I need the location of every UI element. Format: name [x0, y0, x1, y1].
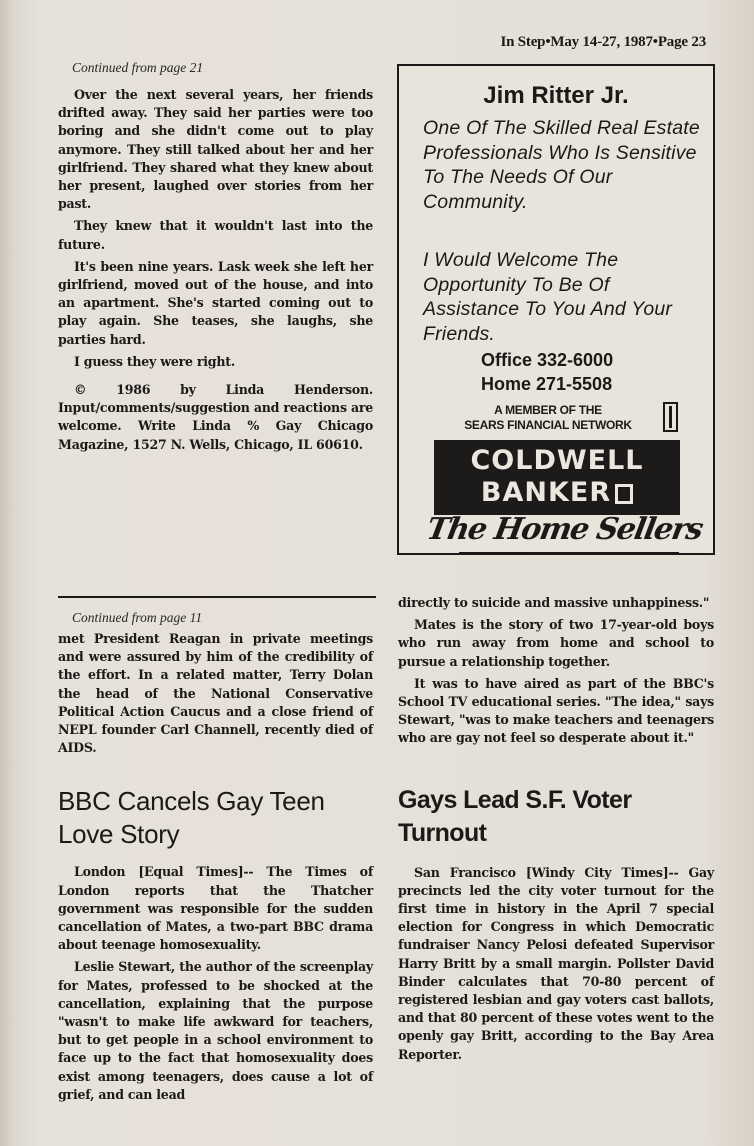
story4-paragraph: San Francisco [Windy City Times]-- Gay precincts led the city voter turnout for the first time in history in the April 7 special election for Congress in which Democratic fundraiser Nancy Pelosi defeated Supervisor Harry Britt by a small margin. Pollster David Binder calculates that 70-80 percent of registered lesbian and gay voters cast ballots, and that 80 percent of these votes went to the openly gay Britt, according to the Bay Area Reporter.: [398, 864, 714, 1062]
ad-agent-name: Jim Ritter Jr.: [483, 82, 629, 109]
ad-office-phone: Office 332-6000: [481, 350, 614, 370]
story3-paragraph: Leslie Stewart, the author of the screenplay for Mates, professed to be shocked at the cancellation, explaining that the purpose "wasn't to make life awkward for teachers, but to get people in a school environment to face up to the fact that homosexuality does exist among teenagers, does cause a lot of grief, and can lead: [58, 959, 373, 1102]
headline-sf-voters: Gays Lead S.F. Voter Turnout: [398, 785, 632, 847]
story3-paragraph: It was to have aired as part of the BBC's School TV educational series. "The idea," says Stewart, "was to make teachers and teenagers who are gay not feel so desperate about it.": [398, 675, 714, 746]
right-column-stories: [398, 594, 714, 1068]
ad-script-slogan: The Home Sellers: [423, 512, 705, 547]
story-continued-p11: [58, 610, 373, 1108]
logo-line-2-wrap: [434, 478, 680, 508]
story1-paragraph: I guess they were right.: [74, 353, 235, 369]
sears-tower-icon: [663, 402, 678, 432]
ad-member-line: A MEMBER OF THE: [494, 403, 602, 417]
banker-logo-icon: [615, 484, 633, 504]
coldwell-banker-logo: [434, 440, 680, 515]
story1-paragraph: Over the next several years, her friends drifted away. They said her parties were too boring and she didn't come out to play anymore. They still talked about her and her girlfriend. They shared what they knew about her present, laughed over stories from her past.: [58, 87, 373, 212]
ad-home-phone: Home 271-5508: [481, 374, 613, 394]
logo-line-2: BANKER: [480, 477, 612, 508]
story1-paragraph: It's been nine years. Lask week she left her girlfriend, moved out of the house, and into an apartment. She's started coming out to play again. She teases, she laughs, she parties hard.: [58, 258, 373, 347]
copyright-note: © 1986 by Linda Henderson. Input/comments/suggestion and reactions are welcome. Write Linda % Gay Chicago Magazine, 1527 N. Wells, Chicago, IL 60610.: [58, 382, 373, 452]
story3-paragraph: Mates is the story of two 17-year-old boys who run away from home and school to pursue a relationship together.: [398, 617, 714, 669]
running-head: In Step•May 14-27, 1987•Page 23: [500, 34, 706, 50]
column-divider-rule: [58, 596, 376, 598]
story3-paragraph: directly to suicide and massive unhappiness.": [398, 595, 710, 610]
headline-bbc: BBC Cancels Gay Teen Love Story: [58, 786, 325, 850]
story-continued-p21: [58, 60, 373, 458]
story3-paragraph: London [Equal Times]-- The Times of London reports that the Thatcher government was responsible for the sudden cancellation of Mates, a two-part BBC drama about teenage homosexuality.: [58, 864, 373, 953]
real-estate-ad: [397, 64, 715, 555]
ad-tagline: One Of The Skilled Real Estate Professionals Who Is Sensitive To The Needs Of Our Community.: [423, 117, 700, 213]
continued-from-label: Continued from page 21: [72, 60, 204, 75]
continued-from-label: Continued from page 11: [72, 610, 203, 625]
ad-network-line: SEARS FINANCIAL NETWORK: [464, 418, 632, 432]
story1-paragraph: They knew that it wouldn't last into the future.: [58, 218, 373, 252]
story2-paragraph: met President Reagan in private meetings and were assured by him of the credibility of the effort. In a related matter, Terry Dolan the head of the National Conservative Political Action Caucus and a close friend of NEPL founder Carl Channell, recently died of AIDS.: [58, 631, 373, 756]
ad-welcome: I Would Welcome The Opportunity To Be Of Assistance To You And Your Friends.: [423, 249, 673, 345]
slogan-underline: [459, 552, 679, 554]
logo-line-1: COLDWELL: [470, 445, 644, 476]
